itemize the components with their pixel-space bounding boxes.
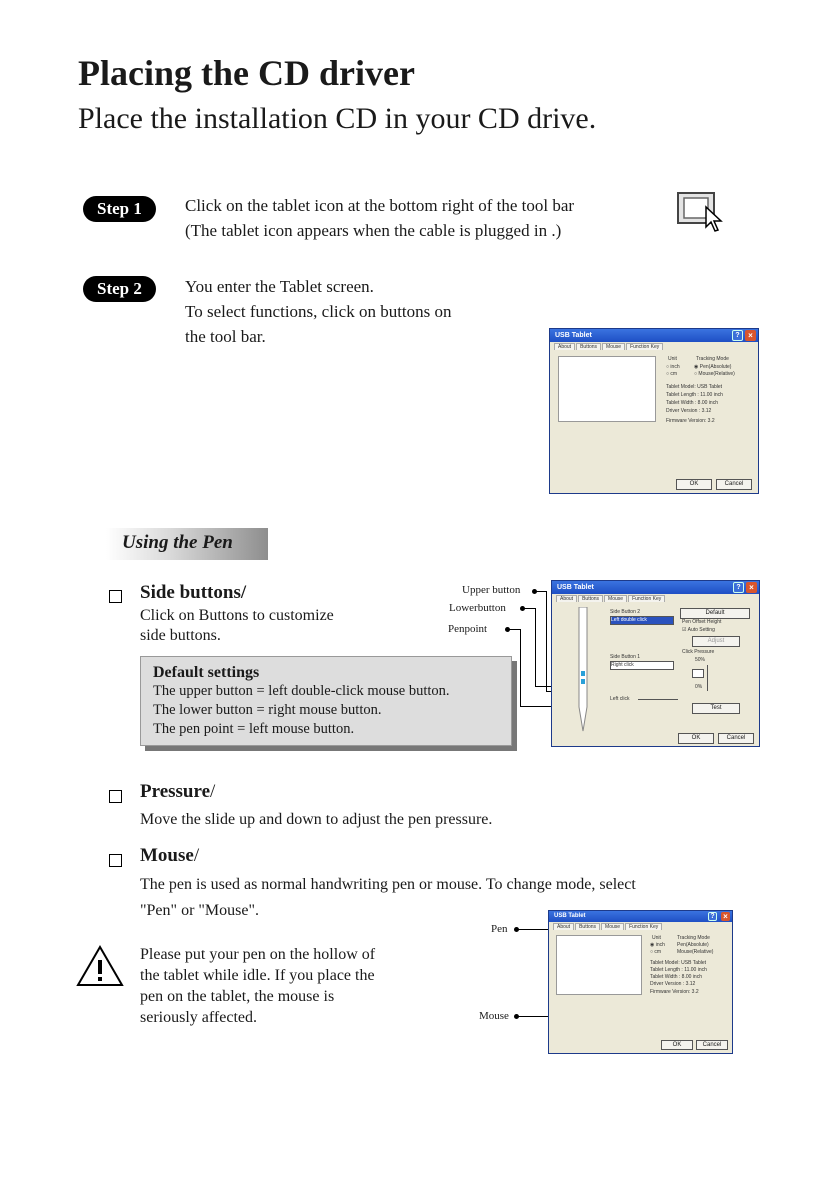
tablet-dialog-buttons: [551, 580, 760, 747]
tab-about[interactable]: About: [554, 343, 575, 350]
cancel-button[interactable]: Cancel: [716, 479, 752, 490]
help-icon[interactable]: ?: [733, 582, 744, 593]
tab-mouse[interactable]: Mouse: [602, 343, 625, 350]
mouse-desc1: The pen is used as normal handwriting pen or mouse. To change mode, select: [140, 876, 636, 893]
side-button2-select[interactable]: Left double click: [610, 616, 674, 625]
dialog-tabs: [552, 594, 759, 606]
tab-function-key[interactable]: Function Key: [625, 923, 662, 930]
mouse-title: Mouse/: [140, 845, 200, 866]
side-buttons-desc1: Click on Buttons to customize: [140, 607, 334, 624]
info-width: Tablet Width : 8.00 inch: [650, 974, 702, 980]
page-title: Placing the CD driver: [78, 53, 415, 93]
info-width: Tablet Width : 8.00 inch: [666, 400, 718, 406]
dialog-tabs: [550, 342, 758, 354]
step2-text: [185, 274, 452, 349]
close-icon[interactable]: ×: [746, 582, 757, 593]
click-pressure-label: Click Pressure: [682, 649, 715, 655]
dialog-titlebar: USB Tablet ? ×: [549, 911, 732, 922]
annotation-line: [546, 591, 547, 691]
section-label: Using the Pen: [106, 528, 268, 560]
info-driver: Driver Version : 3.12: [666, 408, 712, 414]
step1-line1: Click on the tablet icon at the bottom right of the tool bar: [185, 196, 575, 215]
test-button[interactable]: Test: [692, 703, 740, 714]
tracking-mouse-radio[interactable]: Mouse(Relative): [677, 949, 714, 955]
close-icon[interactable]: ×: [745, 330, 756, 341]
warning-line1: Please put your pen on the hollow of: [140, 946, 376, 963]
dialog-titlebar: USB Tablet ? ×: [550, 329, 758, 342]
tab-buttons[interactable]: Buttons: [578, 595, 603, 602]
ok-button[interactable]: OK: [678, 733, 714, 744]
pressure-value: 50%: [695, 657, 706, 663]
warning-line3: pen on the tablet, the mouse is: [140, 988, 335, 1005]
step1-badge: Step 1: [83, 196, 156, 222]
annotation-upper-button: Upper button: [462, 584, 521, 596]
pressure-title: Pressure/: [140, 781, 216, 802]
left-click-label: Left click: [610, 696, 630, 702]
dialog-tabs: [549, 922, 732, 934]
tab-mouse[interactable]: Mouse: [604, 595, 627, 602]
close-icon[interactable]: ×: [721, 912, 730, 921]
tab-about[interactable]: About: [553, 923, 574, 930]
warning-line2: the tablet while idle. If you place the: [140, 967, 375, 984]
unit-label: Unit: [668, 356, 677, 362]
step2-badge: Step 2: [83, 276, 156, 302]
ok-button[interactable]: OK: [661, 1040, 693, 1050]
default-settings-head: Default settings: [153, 664, 260, 681]
default-lower: The lower button = right mouse button.: [153, 702, 382, 718]
checkbox-icon: [109, 854, 122, 867]
dialog-titlebar: USB Tablet ? ×: [552, 581, 759, 594]
info-firmware: Firmware Version: 3.2: [650, 989, 699, 995]
cancel-button[interactable]: Cancel: [696, 1040, 728, 1050]
tracking-pen-radio[interactable]: Pen(Absolute): [677, 942, 709, 948]
pen-offset-label: Pen Offset Height: [682, 619, 722, 625]
warning-line4: seriously affected.: [140, 1009, 257, 1026]
tracking-label: Tracking Mode: [677, 935, 710, 941]
info-length: Tablet Length : 11.00 inch: [650, 967, 707, 973]
default-penpoint: The pen point = left mouse button.: [153, 721, 355, 737]
tab-function-key[interactable]: Function Key: [626, 343, 663, 350]
auto-setting-checkbox[interactable]: ☑ Auto Setting: [682, 627, 715, 633]
tablet-icon: [676, 191, 728, 235]
info-length: Tablet Length : 11.00 inch: [666, 392, 723, 398]
annotation-penpoint: Penpoint: [448, 623, 488, 635]
checkbox-icon: [109, 790, 122, 803]
annotation-line: [535, 591, 546, 592]
tab-buttons[interactable]: Buttons: [575, 923, 600, 930]
checkbox-icon: [109, 590, 122, 603]
pressure-desc: Move the slide up and down to adjust the pen pressure.: [140, 811, 493, 828]
annotation-line: [535, 608, 536, 686]
left-click-line: [638, 699, 678, 700]
info-firmware: Firmware Version: 3.2: [666, 418, 715, 424]
pen-image: [578, 607, 588, 732]
help-icon[interactable]: ?: [732, 330, 743, 341]
default-button[interactable]: Default: [680, 608, 750, 619]
unit-cm-radio[interactable]: ○ cm: [666, 371, 678, 377]
tablet-dialog-about: [549, 328, 759, 494]
pressure-slider-thumb[interactable]: [692, 669, 704, 678]
side-button2-label: Side Button 2: [610, 609, 641, 615]
side-button1-select[interactable]: Right click: [610, 661, 674, 670]
info-driver: Driver Version : 3.12: [650, 981, 696, 987]
tab-about[interactable]: About: [556, 595, 577, 602]
unit-inch-radio[interactable]: ◉ inch: [650, 942, 665, 948]
tracking-pen-radio[interactable]: ◉ Pen(Absolute): [694, 364, 732, 370]
step2-line3: the tool bar.: [185, 327, 266, 346]
info-model: Tablet Model: USB Tablet: [666, 384, 723, 390]
annotation-lower-button: Lowerbutton: [449, 602, 506, 614]
annotation-mouse: Mouse: [479, 1010, 509, 1022]
step2-line2: To select functions, click on buttons on: [185, 302, 452, 321]
tablet-dialog-mouse: [548, 910, 733, 1054]
step1-text: [185, 193, 574, 243]
preview-panel: [556, 935, 642, 995]
tab-mouse[interactable]: Mouse: [601, 923, 624, 930]
default-settings-box: [140, 656, 512, 746]
tracking-label: Tracking Mode: [696, 356, 729, 362]
annotation-line: [523, 608, 535, 609]
unit-cm-radio[interactable]: ○ cm: [650, 949, 662, 955]
annotation-line: [508, 629, 520, 630]
step2-line1: You enter the Tablet screen.: [185, 277, 374, 296]
help-icon[interactable]: ?: [708, 912, 717, 921]
annotation-line: [520, 629, 521, 706]
side-buttons-title: Side buttons/: [140, 582, 247, 603]
step1-line2: (The tablet icon appears when the cable is plugged in .): [185, 221, 562, 240]
adjust-button[interactable]: Adjust: [692, 636, 740, 647]
ok-button[interactable]: OK: [676, 479, 712, 490]
unit-label: Unit: [652, 935, 661, 941]
page-subtitle: Place the installation CD in your CD drive.: [78, 102, 597, 135]
unit-inch-radio[interactable]: ○ inch: [666, 364, 680, 370]
info-model: Tablet Model: USB Tablet: [650, 960, 707, 966]
warning-text: [140, 944, 420, 1028]
annotation-pen: Pen: [491, 923, 508, 935]
side-buttons-desc: [140, 606, 334, 646]
side-button1-label: Side Button 1: [610, 654, 641, 660]
warning-icon: [75, 944, 125, 988]
pressure-slider-track[interactable]: [707, 665, 708, 691]
mouse-desc2: "Pen" or "Mouse".: [140, 902, 260, 919]
preview-panel: [558, 356, 656, 422]
cancel-button[interactable]: Cancel: [718, 733, 754, 744]
tracking-mouse-radio[interactable]: ○ Mouse(Relative): [694, 371, 735, 377]
tab-function-key[interactable]: Function Key: [628, 595, 665, 602]
default-upper: The upper button = left double-click mouse button.: [153, 683, 450, 699]
side-buttons-desc2: side buttons.: [140, 627, 221, 644]
pressure-low-label: 0%: [695, 684, 703, 690]
tab-buttons[interactable]: Buttons: [576, 343, 601, 350]
